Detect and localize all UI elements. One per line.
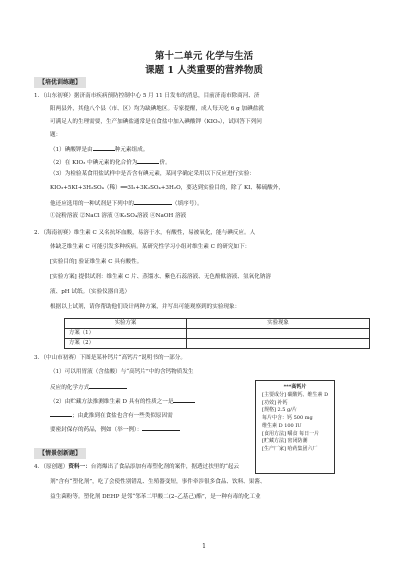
q3-subquestion	[50, 424, 180, 434]
q2-line: 2．（海南初赛）维生素 C 又名抗坏血酸，易溶于水，有酸性，易被氧化，能与碘反应。人	[34, 230, 256, 236]
q4-material-label: 资料一：	[68, 464, 91, 470]
product-title: ***高钙片	[283, 384, 307, 390]
product-info-line: [规格] 2.5 g/片	[262, 407, 297, 414]
q4-number: 4．（原创题）	[34, 464, 69, 470]
q1-line: 阳两县外，其他八个县（市、区）均为缺碘地区。专家提醒，成人每天吃 6 g 加碘盐就	[50, 106, 264, 112]
q1-equation	[50, 198, 203, 208]
q3-sub2-text: 要密封保存的药品，例如（举一例）：	[50, 427, 143, 433]
q1-options: ①淀粉溶液 ②NaCl 溶液 ③K₂SO₄溶液 ④NaOH 溶液	[50, 213, 187, 219]
section-header-training: 【培优训练题】	[34, 77, 86, 88]
q1-eq-text: 他还应选用的一种试剂是下列中的	[50, 201, 134, 207]
answer-blank[interactable]	[93, 144, 115, 151]
table-cell: 方案（2）	[65, 339, 187, 349]
q1-line: 1．（山东初赛）据济南市疾病预防控制中心 5 月 11 日发布的消息，目前济南市除商河、济	[34, 93, 260, 99]
table-cell: 方案（1）	[65, 329, 187, 339]
product-info-line: [生产厂家] 哈药集团六厂	[262, 446, 318, 452]
q2-line: [实验方案] 提供试剂：维生素 C 片、蒸馏水、紫色石蕊溶液、无色酚酞溶液、氢氧化钠溶	[50, 274, 271, 280]
q4-text: 台湾爆出了食品添加有毒塑化剂的案件，据透过扶里的“起云	[90, 464, 240, 470]
q2-line: 液、pH 试纸。（实验仪器自选）	[50, 289, 131, 295]
q1-sub2-text: （2）在 KIO₃ 中碘元素的化合价为	[50, 160, 138, 166]
q1-subquestion	[50, 157, 171, 167]
q4-line	[34, 463, 239, 471]
table-row	[65, 339, 370, 349]
product-info-line: [主要成分] 碳酸钙、维生素 D	[262, 391, 329, 398]
answer-blank[interactable]	[50, 410, 72, 417]
table-header-cell: 实验方案	[65, 319, 187, 329]
q2-line: [实验目的] 验证维生素 C 具有酸性。	[50, 259, 143, 265]
table-cell-answer[interactable]	[187, 339, 370, 349]
q3-subquestion	[50, 382, 127, 392]
q1-eq-text: （填序号）。	[171, 201, 203, 207]
q1-line: 题：	[50, 132, 62, 138]
unit-title: 第十二单元 化学与生活	[154, 51, 254, 62]
q1-equation: KIO₃+5KI+3H₂SO₄（稀）══3I₂+3K₂SO₄+3H₂O，要达到实验目的，除了 KI、稀硫酸外，	[50, 185, 284, 191]
q2-line: 根据以上试剂，请你帮助他们设计两种方案，并写出可能观察到的实验现象：	[50, 304, 241, 310]
q3-line: 3．（中山市初赛）下图是某补钙片“高钙片”说明书的一部分。	[34, 355, 186, 361]
answer-blank[interactable]	[89, 382, 127, 389]
product-info-line: [功效] 补钙	[262, 399, 288, 406]
product-info-line: [贮藏方法] 密闭防潮	[262, 438, 308, 445]
q1-sub2-text: 价。	[159, 160, 171, 166]
section-header-innovation: 【情景创新题】	[34, 448, 86, 459]
q1-sub1-text: 种元素组成。	[114, 147, 149, 153]
table-header-row	[65, 319, 370, 329]
answer-blank[interactable]	[142, 424, 180, 431]
product-info-line: 维生素 D 100 IU	[262, 422, 302, 429]
q3-sub2-text: （2）由贮藏方法推测维生素 D 具有的性质之一是	[50, 399, 174, 405]
q4-line: 剂”含有“塑化剂”，吃了会使性别错乱、生殖器变短，事件牵涉很多食品、饮料、果酱、	[50, 479, 266, 485]
product-info-line: [食用方法] 嚼食 每日一片	[262, 430, 320, 437]
q3-subquestion	[50, 410, 173, 420]
q3-sub1-text: 反应的化学方式	[50, 385, 90, 391]
q4-line: 益生菌粉等。塑化剂 DEHP 是邻“邻苯二甲酸二(2–乙基己)酯”，是一种有毒的化工业	[50, 494, 261, 500]
q1-subquestion	[50, 144, 148, 154]
table-row	[65, 329, 370, 339]
q3-subquestion: （1）可以用胃液（含盐酸）与“高钙片”中的含钙物质发生	[50, 369, 194, 375]
experiment-table	[64, 318, 370, 349]
page-number: 1	[202, 543, 206, 550]
table-cell-answer[interactable]	[187, 329, 370, 339]
answer-blank[interactable]	[134, 198, 172, 205]
q3-sub2-text: ；由此推到在食盐也含有一些类似原因需	[72, 413, 173, 419]
q2-line: 体缺乏维生素 C 可能引发多种疾病。某研究性学习小组对维生素 C 的研究如下：	[50, 244, 251, 250]
q1-subquestion: （3）为检验某食用盐试样中是否含有碘元素，某同学确定采用以下反应进行实验：	[50, 171, 255, 177]
table-header-cell: 实验现象	[187, 319, 370, 329]
lesson-title: 课题 1 人类重要的营养物质	[145, 65, 263, 76]
product-info-line: 每片中含：钙 500 mg	[262, 415, 313, 421]
q1-sub1-text: （1）碘酸钾是由	[50, 147, 93, 153]
answer-blank[interactable]	[137, 157, 159, 164]
q3-subquestion	[50, 396, 195, 406]
product-info-box	[255, 380, 335, 474]
answer-blank[interactable]	[173, 396, 195, 403]
q1-line: 可满足人的生理需要，生产加碘盐通常是在食盐中加入碘酸钾（KIO₃），试回答下列问	[50, 119, 262, 125]
